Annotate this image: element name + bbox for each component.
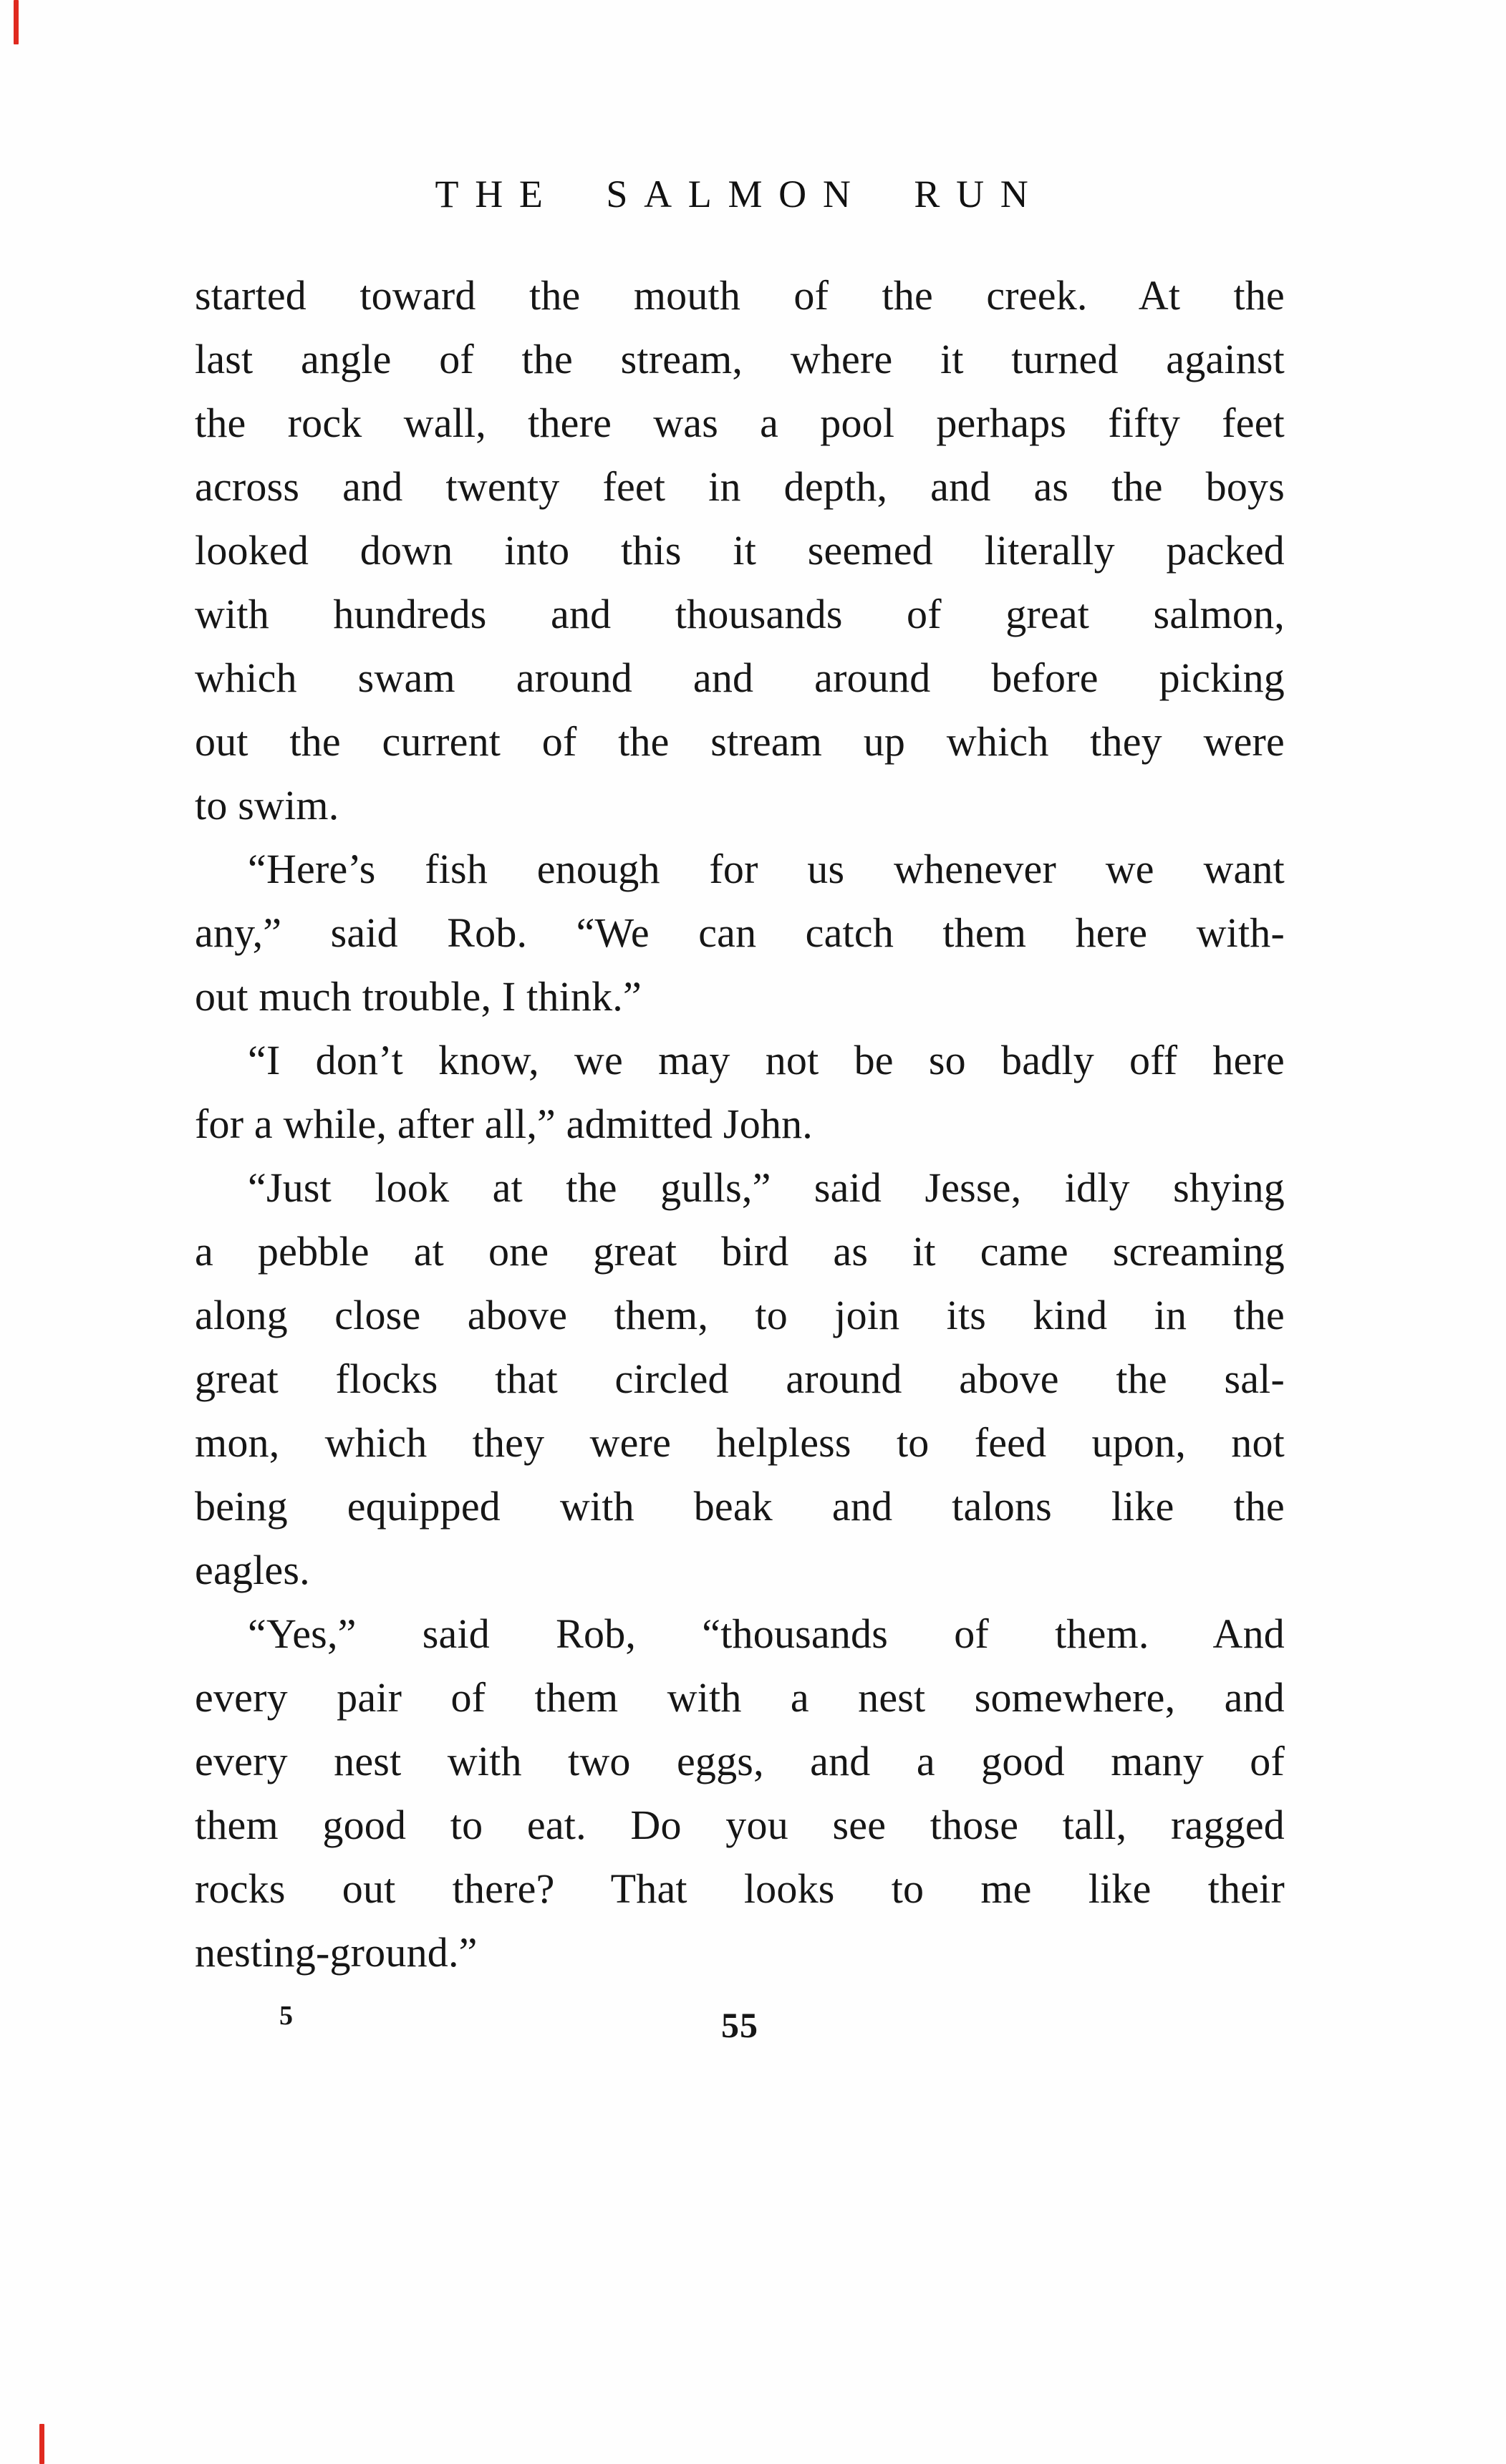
text-line: being equipped with beak and talons like the — [195, 1483, 1285, 1530]
page-title: THE SALMON RUN — [435, 173, 1045, 216]
text-line: great flocks that circled around above the sal- — [195, 1356, 1285, 1402]
text-line: rocks out there? That looks to me like their — [195, 1865, 1285, 1912]
text-line: them good to eat. Do you see those tall, ragged — [195, 1802, 1285, 1848]
text-line: every pair of them with a nest somewhere, and — [195, 1674, 1285, 1721]
text-line: across and twenty feet in depth, and as the boys — [195, 463, 1285, 510]
text-line: any,” said Rob. “We can catch them here with- — [195, 909, 1285, 956]
text-line: out much trouble, I think.” — [195, 973, 642, 1020]
text-line: eagles. — [195, 1547, 310, 1593]
text-line: which swam around and around before picking — [195, 654, 1285, 701]
text-line: with hundreds and thousands of great salmon, — [195, 591, 1285, 637]
text-line: last angle of the stream, where it turned against — [195, 336, 1285, 382]
text-line: for a while, after all,” admitted John. — [195, 1101, 813, 1147]
text-line: to swim. — [195, 782, 339, 828]
page-footer — [195, 2001, 1285, 2069]
text-line: every nest with two eggs, and a good many of — [195, 1738, 1285, 1784]
text-line: “Yes,” said Rob, “thousands of them. And — [248, 1610, 1285, 1657]
text-line: along close above them, to join its kind in the — [195, 1292, 1285, 1338]
red-scan-mark-bottom — [39, 2424, 44, 2464]
text-line: looked down into this it seemed literally packed — [195, 527, 1285, 574]
paragraph — [195, 1028, 1285, 1156]
text-line: “I don’t know, we may not be so badly off here — [248, 1037, 1285, 1083]
text-line: started toward the mouth of the creek. At the — [195, 272, 1285, 319]
paragraph — [195, 264, 1285, 837]
text-line: a pebble at one great bird as it came screaming — [195, 1228, 1285, 1275]
paragraphs — [195, 264, 1285, 1984]
text-line: the rock wall, there was a pool perhaps fifty feet — [195, 400, 1285, 446]
signature-mark: 5 — [279, 2001, 293, 2031]
text-line: “Just look at the gulls,” said Jesse, idly shying — [248, 1164, 1285, 1211]
red-scan-mark-top — [14, 0, 19, 44]
page-number: 55 — [721, 2005, 758, 2045]
paragraph — [195, 1602, 1285, 1984]
text-line: mon, which they were helpless to feed upon, not — [195, 1419, 1285, 1466]
text-line: nesting-ground.” — [195, 1929, 478, 1976]
text-line: out the current of the stream up which they were — [195, 718, 1285, 765]
text-line: “Here’s fish enough for us whenever we want — [248, 846, 1285, 892]
paragraph — [195, 1156, 1285, 1602]
paragraph — [195, 837, 1285, 1028]
text-block — [195, 172, 1285, 2069]
